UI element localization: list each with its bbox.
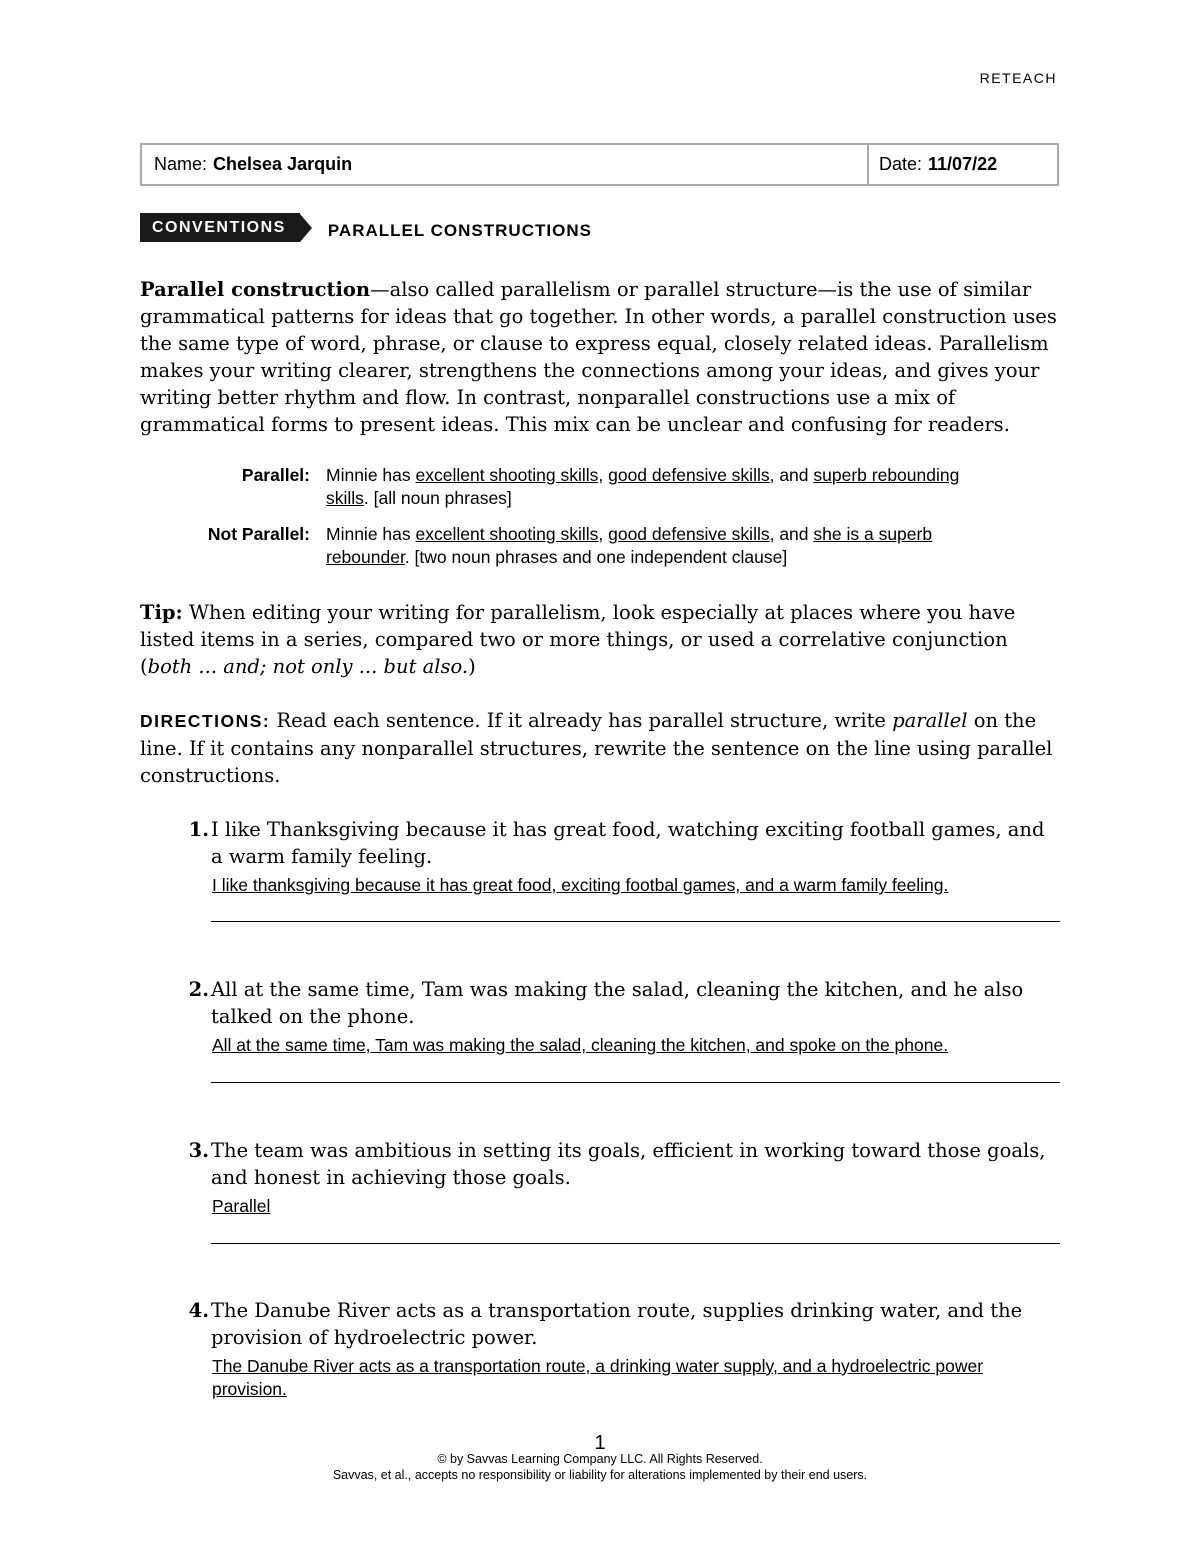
disclaimer-notice: Savvas, et al., accepts no responsibility or liability for alterations implemented by their end users. xyxy=(332,1468,868,1482)
tip-paragraph xyxy=(140,599,1060,680)
item-text: The Danube River acts as a transportation route, supplies drinking water, and the provision of hydroelectric power. xyxy=(211,1299,1023,1349)
example-underline: she is a superb rebounder xyxy=(326,524,933,567)
answer-line[interactable]: All at the same time, Tam was making the salad, cleaning the kitchen, and spoke on the phone. xyxy=(212,1035,949,1055)
example-not-parallel xyxy=(140,523,1060,569)
example-underline: excellent shooting skills xyxy=(415,524,599,544)
directions-body: on the line. If it contains any nonparallel structures, rewrite the sentence on the line using parallel constructions. xyxy=(140,709,1053,787)
exercise-item xyxy=(140,1137,1060,1218)
example-underline: superb rebounding skills xyxy=(326,465,960,508)
exercise-question xyxy=(140,1137,1060,1191)
name-field[interactable] xyxy=(142,145,869,184)
exercise-question xyxy=(140,816,1060,870)
item-text: The team was ambitious in setting its goals, efficient in working toward those goals, and honest in achieving those goals. xyxy=(211,1139,1046,1189)
directions-label: DIRECTIONS: xyxy=(140,711,271,731)
date-value: 11/07/22 xyxy=(928,154,998,174)
exercise-item xyxy=(140,1297,1060,1401)
item-number: 1. xyxy=(188,818,209,841)
date-field[interactable] xyxy=(869,145,1057,184)
example-sep: , xyxy=(598,465,609,485)
example-label: Not Parallel: xyxy=(207,524,310,544)
copyright-notice: © by Savvas Learning Company LLC. All Rights Reserved. xyxy=(437,1452,763,1466)
example-text xyxy=(326,523,966,569)
date-label: Date: xyxy=(879,154,923,174)
example-parallel xyxy=(140,464,1060,510)
exercise-item xyxy=(140,816,1060,897)
exercise-question xyxy=(140,976,1060,1030)
example-text xyxy=(326,464,966,510)
item-number: 4. xyxy=(188,1299,209,1322)
example-underline: good defensive skills xyxy=(608,524,770,544)
directions-body: Read each sentence. If it already has parallel structure, write xyxy=(270,709,893,732)
tip-end: ) xyxy=(468,655,476,678)
example-sep: , xyxy=(598,524,609,544)
item-text: All at the same time, Tam was making the salad, cleaning the kitchen, and he also talked on the phone. xyxy=(211,978,1024,1028)
example-underline: good defensive skills xyxy=(608,465,770,485)
answer-rule xyxy=(211,1243,1060,1244)
intro-term: Parallel construction xyxy=(140,278,371,301)
answer-line[interactable]: The Danube River acts as a transportation route, a drinking water supply, and a hydroelectric power provision. xyxy=(212,1356,984,1399)
name-date-box xyxy=(140,143,1059,186)
item-text: I like Thanksgiving because it has great food, watching exciting football games, and a warm family feeling. xyxy=(211,818,1045,868)
intro-body: —also called parallelism or parallel structure—is the use of similar grammatical patterns for ideas that go together. In other words, a parallel construction uses the same type of word, phrase, or clause to express equal, closely related ideas. Parallelism makes your writing clearer, strengthens the connections among your ideas, and gives your writing better rhythm and flow. In contrast, nonparallel constructions use a mix of grammatical forms to present ideas. This mix can be unclear and confusing for readers. xyxy=(140,278,1057,436)
name-value: Chelsea Jarquin xyxy=(213,154,353,174)
example-label: Parallel: xyxy=(241,465,310,485)
example-tail: . [two noun phrases and one independent clause] xyxy=(404,547,788,567)
name-label: Name: xyxy=(154,154,208,174)
example-underline: excellent shooting skills xyxy=(415,465,599,485)
example-lead: Minnie has xyxy=(326,465,416,485)
tag-arrow-icon xyxy=(300,214,312,242)
example-sep: , and xyxy=(769,524,814,544)
item-number: 3. xyxy=(188,1139,209,1162)
example-lead: Minnie has xyxy=(326,524,416,544)
page-number: 1 xyxy=(594,1432,606,1454)
header-label: RETEACH xyxy=(979,70,1057,86)
tip-italic: both ... and; not only ... but also. xyxy=(147,655,469,678)
intro-paragraph xyxy=(140,276,1060,438)
answer-line[interactable]: Parallel xyxy=(212,1196,271,1216)
directions-italic: parallel xyxy=(892,709,968,732)
exercise-question xyxy=(140,1297,1060,1351)
example-tail: . [all noun phrases] xyxy=(363,488,512,508)
answer-rule xyxy=(211,921,1060,922)
answer-line[interactable]: I like thanksgiving because it has great food, exciting footbal games, and a warm family feeling. xyxy=(212,875,949,895)
tip-label: Tip: xyxy=(140,601,183,624)
conventions-tag: CONVENTIONS xyxy=(140,213,300,242)
example-sep: , and xyxy=(769,465,814,485)
exercise-item xyxy=(140,976,1060,1057)
answer-rule xyxy=(211,1082,1060,1083)
directions-paragraph xyxy=(140,707,1060,789)
item-number: 2. xyxy=(188,978,209,1001)
section-title: PARALLEL CONSTRUCTIONS xyxy=(327,220,592,240)
section-banner xyxy=(140,213,592,242)
tip-body: When editing your writing for parallelism, look especially at places where you have listed items in a series, compared two or more things, or used a correlative conjunction ( xyxy=(140,601,1016,678)
